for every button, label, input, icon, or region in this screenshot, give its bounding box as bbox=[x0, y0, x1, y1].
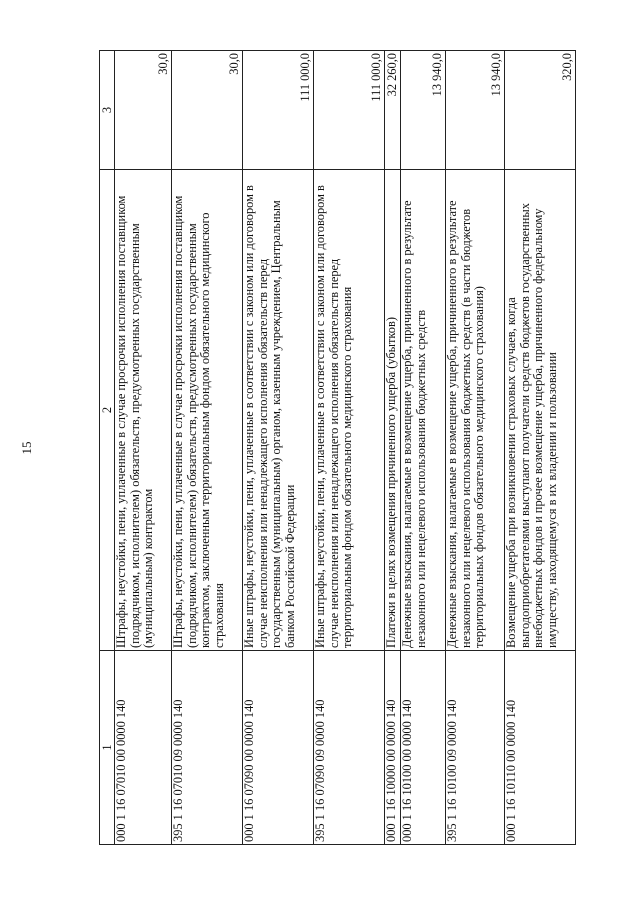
revenue-table bbox=[99, 50, 576, 845]
table-row bbox=[314, 51, 385, 845]
page-number: 15 bbox=[19, 441, 34, 455]
budget-code-cell: 000 1 16 07090 00 0000 140 bbox=[243, 651, 314, 845]
table-row bbox=[243, 51, 314, 845]
amount-cell: 30,0 bbox=[115, 51, 172, 170]
table-row bbox=[505, 51, 576, 845]
amount-cell: 32 260,0 bbox=[385, 51, 401, 170]
description-cell: Штрафы, неустойки, пени, уплаченные в случае просрочки исполнения поставщиком (подрядчиком, исполнителем) обязательств, предусмотренных государственным (муниципальным) контрактом bbox=[115, 170, 172, 651]
description-cell: Иные штрафы, неустойки, пени, уплаченные в соответствии с законом или договором в случае неисполнения или ненадлежащего исполнения обязательств перед государственным (муниципальным) органом, казенным учреждением, Центральным банком Российской Федерации bbox=[243, 170, 314, 651]
budget-code-cell: 395 1 16 07010 09 0000 140 bbox=[172, 651, 243, 845]
budget-code-cell: 000 1 16 07010 00 0000 140 bbox=[115, 651, 172, 845]
description-cell: Возмещение ущерба при возникновении страховых случаев, когда выгодоприобретателями выступают получатели средств бюджетов государственных внебюджетных фондов и прочее возмещение ущерба, причиненного федеральному имуществу, находящемуся в их владении и пользовании bbox=[505, 170, 576, 651]
table-row bbox=[446, 51, 505, 845]
amount-cell: 111 000,0 bbox=[243, 51, 314, 170]
column-header-1: 1 bbox=[100, 651, 115, 845]
amount-cell: 13 940,0 bbox=[446, 51, 505, 170]
amount-cell: 30,0 bbox=[172, 51, 243, 170]
table-row bbox=[401, 51, 446, 845]
table-row bbox=[385, 51, 401, 845]
budget-code-cell: 000 1 16 10100 00 0000 140 bbox=[401, 651, 446, 845]
table-row bbox=[172, 51, 243, 845]
rotated-document-table bbox=[99, 51, 573, 845]
amount-cell: 13 940,0 bbox=[401, 51, 446, 170]
column-header-3: 3 bbox=[100, 51, 115, 170]
amount-cell: 111 000,0 bbox=[314, 51, 385, 170]
column-header-2: 2 bbox=[100, 170, 115, 651]
budget-code-cell: 000 1 16 10000 00 0000 140 bbox=[385, 651, 401, 845]
table-header-row bbox=[100, 51, 115, 845]
budget-code-cell: 000 1 16 10110 00 0000 140 bbox=[505, 651, 576, 845]
description-cell: Иные штрафы, неустойки, пени, уплаченные в соответствии с законом или договором в случае неисполнения или ненадлежащего исполнения обязательств перед территориальным фондом обязательного медицинского страхования bbox=[314, 170, 385, 651]
description-cell: Денежные взыскания, налагаемые в возмещение ущерба, причиненного в результате незаконного или нецелевого использования бюджетных средств bbox=[401, 170, 446, 651]
description-cell: Платежи в целях возмещения причиненного ущерба (убытков) bbox=[385, 170, 401, 651]
description-cell: Штрафы, неустойки, пени, уплаченные в случае просрочки исполнения поставщиком (подрядчиком, исполнителем) обязательств, предусмотренных государственным контрактом, заключенным территориальным фондом обязательного медицинского страхования bbox=[172, 170, 243, 651]
amount-cell: 320,0 bbox=[505, 51, 576, 170]
budget-code-cell: 395 1 16 07090 09 0000 140 bbox=[314, 651, 385, 845]
description-cell: Денежные взыскания, налагаемые в возмещение ущерба, причиненного в результате незаконного или нецелевого использования бюджетных средств (в части бюджетов территориальных фондов обязательного медицинского страхования) bbox=[446, 170, 505, 651]
budget-code-cell: 395 1 16 10100 09 0000 140 bbox=[446, 651, 505, 845]
table-row bbox=[115, 51, 172, 845]
